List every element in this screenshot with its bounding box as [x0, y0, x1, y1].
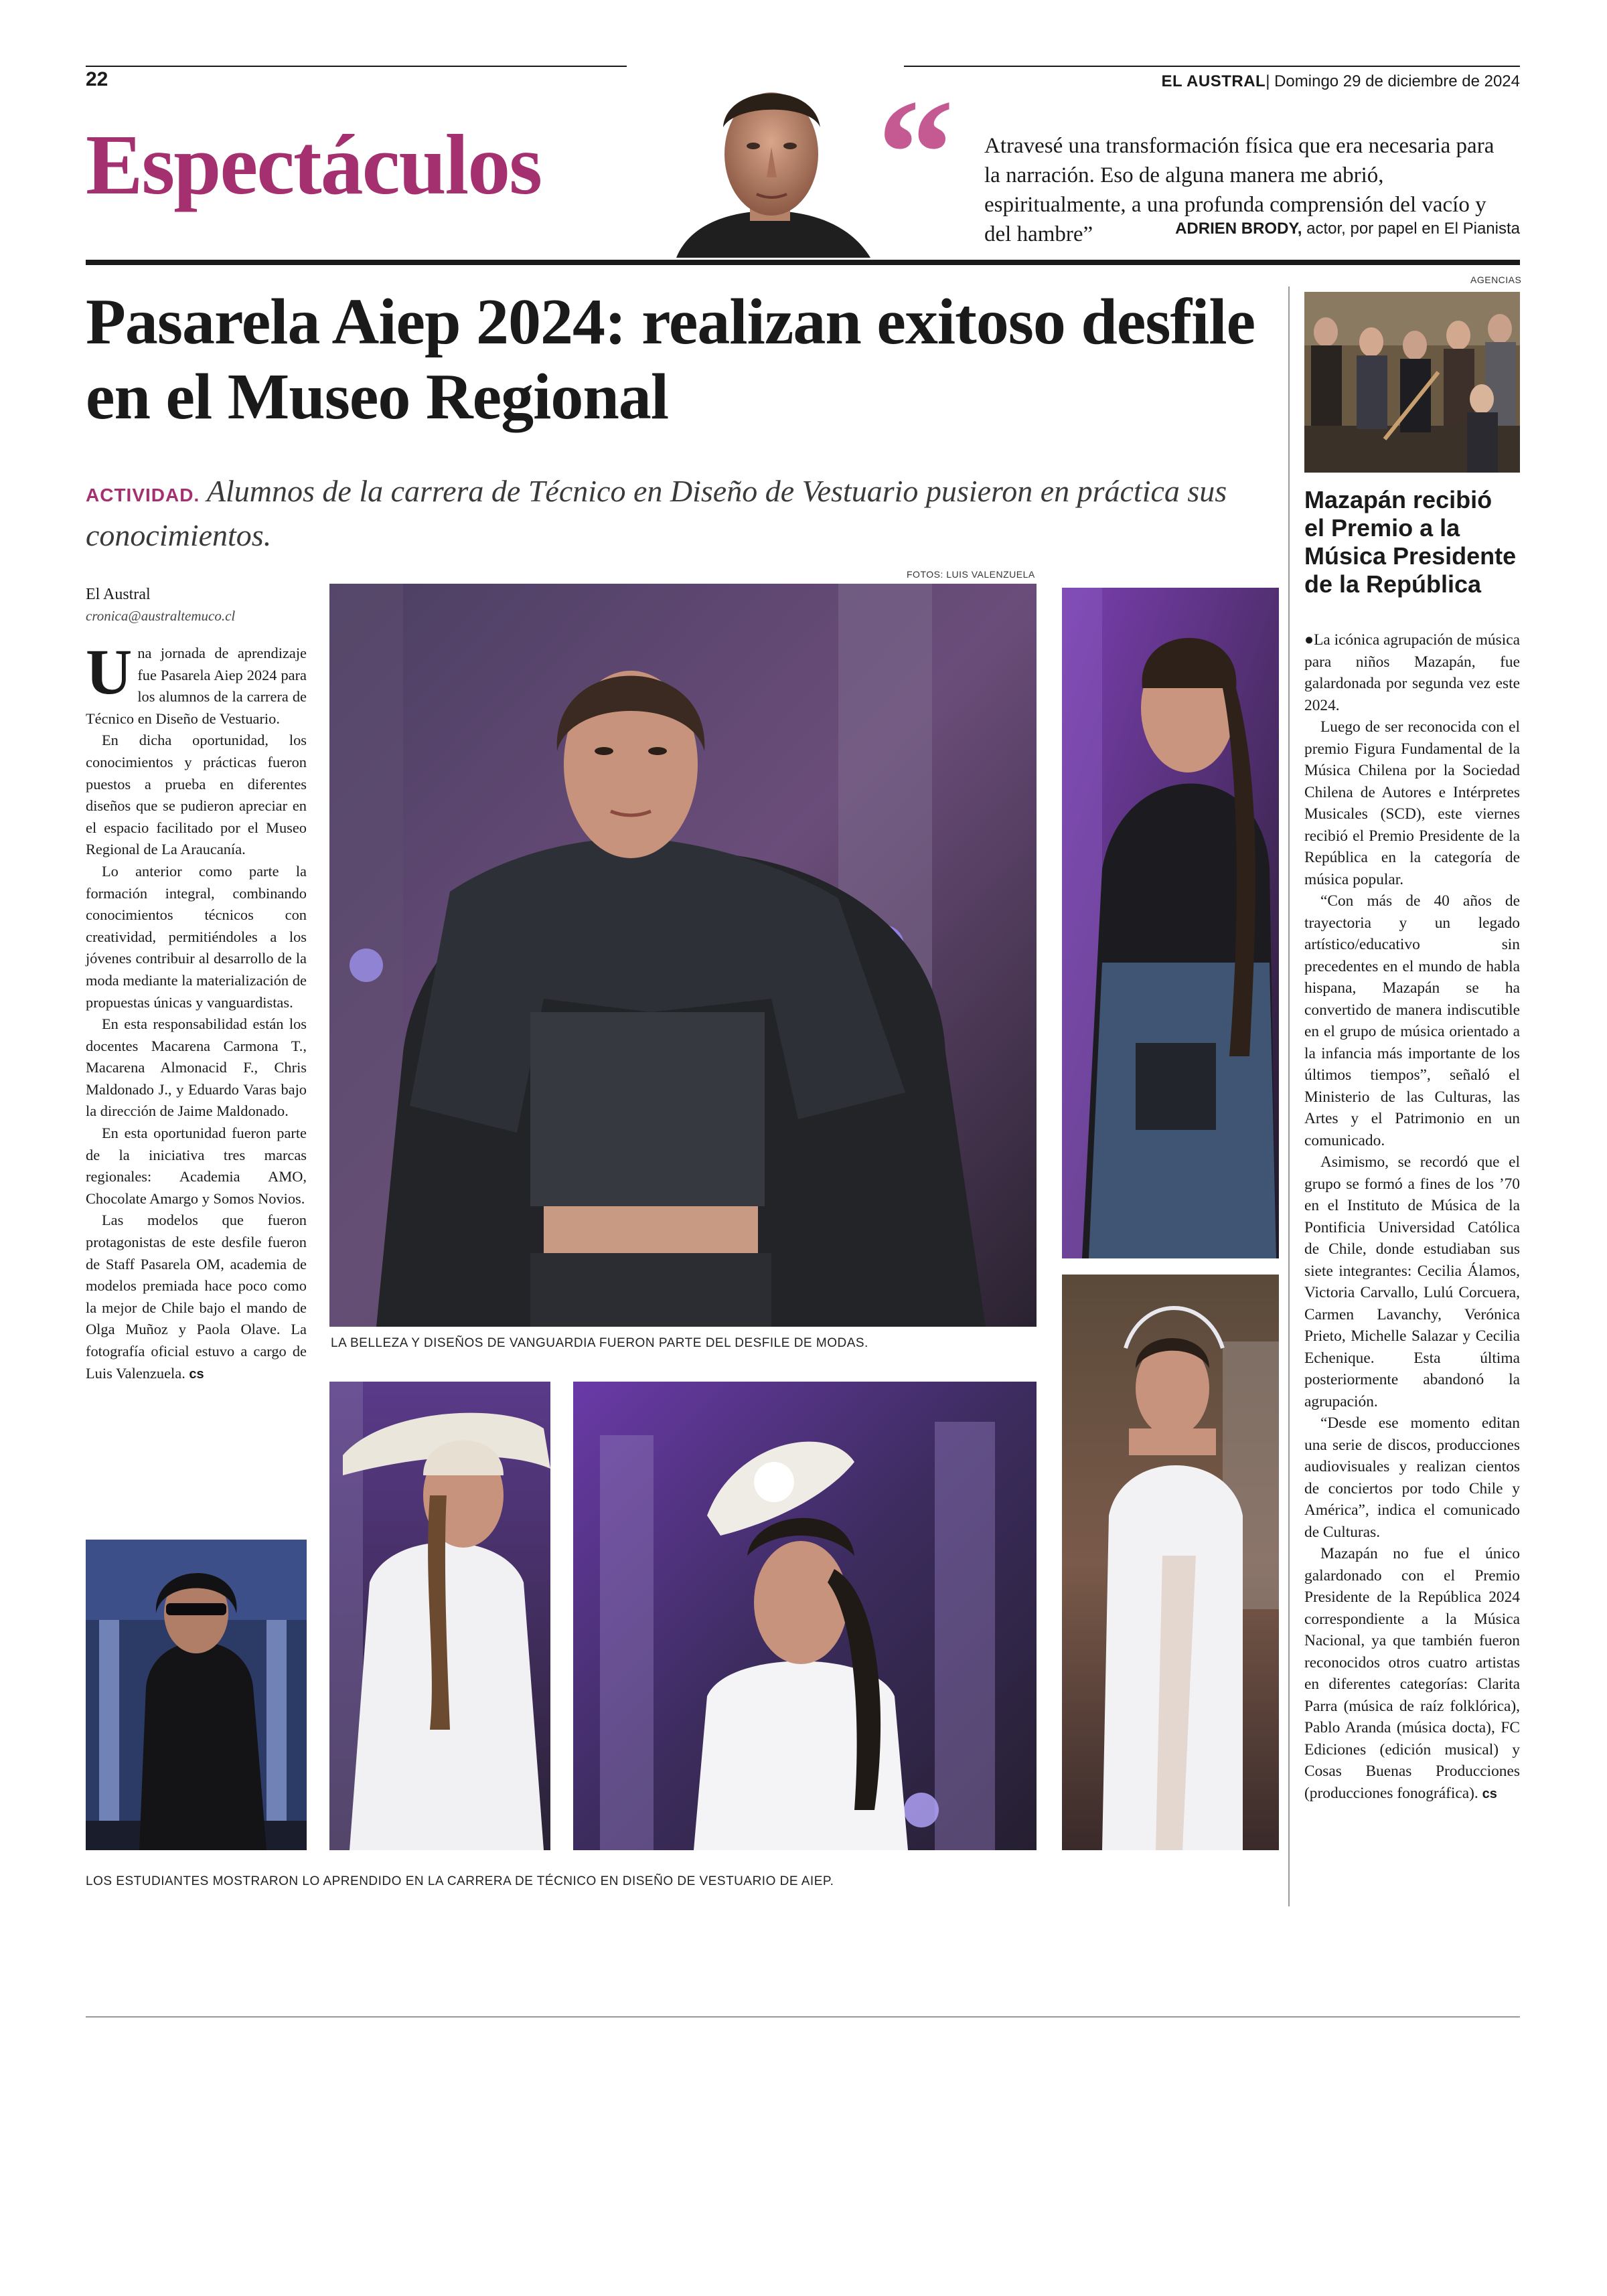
byline-author: El Austral: [86, 586, 151, 603]
sidebar-end-mark: cs: [1482, 1786, 1497, 1801]
header-rule-right: [904, 66, 1520, 67]
header-paper: [1162, 72, 1520, 91]
photo-model-hood: [86, 1540, 307, 1850]
sidebar-paragraph-3: “Con más de 40 años de trayectoria y un legado artístico/educativo sin precedentes en el mundo de habla hispana, Mazapán se ha convertido de manera indiscutible en el grupo de música orientado a la infancia más importante de los últimos tiempos”, señaló el Ministerio de las Culturas, las Artes y el Patrimonio en un comunicado.: [1304, 892, 1520, 1149]
end-mark: cs: [189, 1366, 204, 1382]
article-kicker: [86, 471, 1264, 556]
paragraph-1: Una jornada de aprendizaje fue Pasarela Aiep 2024 para los alumnos de la carrera de Técnico en Diseño de Vestuario.: [86, 636, 307, 727]
photo-model-hat: [329, 1382, 550, 1850]
kicker-text: Alumnos de la carrera de Técnico en Diseño de Vestuario pusieron en práctica sus conocimientos.: [86, 474, 1227, 552]
header-rule-left: [86, 66, 627, 67]
byline-email: cronica@australtemuco.cl: [86, 608, 236, 624]
sidebar-paragraph-6: Mazapán no fue el único galardonado con el Premio Presidente de la República 2024 correspondiente a la Música Nacional, ya que también fueron reconocidos otros cuatro artistas en diferentes categorías: Clarita Parra (música de raíz folklórica), Pablo Aranda (música docta), FC Ediciones (edición musical) y Cosas Buenas Producciones (producciones fonográfica). cs: [1304, 1545, 1520, 1802]
quote-author-name: ADRIEN BRODY,: [1175, 220, 1302, 238]
sidebar-paragraph-4: Asimismo, se recordó que el grupo se formó a fines de los ’70 en el Instituto de Música de la Pontificia Universidad Católica de Chile, donde estudiaban sus siete integrantes: Cecilia Álamos, Victoria Carvallo, Lulú Corcuera, Carmen Lavanchy, Verónica Prieto, Michelle Salazar y Cecilia Echenique. Esta última posteriormente abandonó la agrupación.: [1304, 1153, 1520, 1410]
page-number: 22: [86, 68, 108, 90]
sidebar-photo-group: [1304, 292, 1520, 473]
sidebar-title: Mazapán recibió el Premio a la Música Presidente de la República: [1304, 486, 1517, 598]
paragraph-2: En dicha oportunidad, los conocimientos y prácticas fueron puestos a prueba en diferentes diseños que se pudieron apreciar en el espacio facilitado por el Museo Regional de La Araucanía.: [86, 732, 307, 858]
article-headline: Pasarela Aiep 2024: realizan exitoso desfile en el Museo Regional: [86, 286, 1255, 433]
photo-model-white-dress: [1062, 1275, 1279, 1850]
sidebar-body: [1304, 629, 1520, 1805]
photo-model-fascinator: [573, 1382, 1037, 1850]
quote-portrait: [649, 67, 891, 258]
paper-name: EL AUSTRAL: [1161, 72, 1266, 90]
header-bottom-rule: [86, 260, 1520, 265]
byline: [86, 584, 235, 627]
sidebar-photo-credit: AGENCIAS: [1470, 274, 1522, 285]
paragraph-4: En esta responsabilidad están los docentes Macarena Carmona T., Macarena Almonacid F., Chris Maldonado J., y Eduardo Varas bajo la dirección de Jaime Maldonado.: [86, 1015, 307, 1120]
photo-credit: FOTOS: LUIS VALENZUELA: [907, 569, 1035, 580]
footer-rule: [86, 2016, 1520, 2018]
drop-cap: U: [86, 636, 133, 708]
paragraph-3: Lo anterior como parte la formación integral, combinando conocimientos técnicos con creatividad, permitiéndoles a los jóvenes contribuir al desarrollo de la moda mediante la materialización de propuestas únicas y vanguardistas.: [86, 862, 307, 1011]
issue-date: | Domingo 29 de diciembre de 2024: [1266, 72, 1520, 90]
paragraph-6: Las modelos que fueron protagonistas de este desfile fueron de Staff Pasarela OM, academia de modelos premiada hace poco como la mejor de Chile bajo el mando de Olga Muñoz y Paola Olave. La fotografía oficial estuvo a cargo de Luis Valenzuela. cs: [86, 1212, 307, 1382]
caption-bottom: LOS ESTUDIANTES MOSTRARON LO APRENDIDO EN LA CARRERA DE TÉCNICO EN DISEÑO DE VESTUARIO DE AIEP.: [86, 1874, 834, 1888]
photo-model-black-top: [1062, 588, 1279, 1258]
photo-model-denim: [329, 584, 1037, 1327]
sidebar-divider: [1288, 286, 1290, 1906]
quote-text: Atravesé una transformación física que era necesaria para la narración. Eso de alguna manera me abrió, espiritualmente, a una profunda comprensión del vacío y del hambre”: [984, 134, 1495, 246]
caption-top: LA BELLEZA Y DISEÑOS DE VANGUARDIA FUERON PARTE DEL DESFILE DE MODAS.: [331, 1336, 868, 1350]
paragraph-5: En esta oportunidad fueron parte de la iniciativa tres marcas regionales: Academia AMO, Chocolate Amargo y Somos Novios.: [86, 1125, 307, 1207]
quote-mark: “: [877, 68, 954, 238]
sidebar-paragraph-5: “Desde ese momento editan una serie de discos, producciones audiovisuales y realizan cientos de conciertos por todo Chile y América”, indica el comunicado de Culturas.: [1304, 1414, 1520, 1541]
kicker-label: ACTIVIDAD.: [86, 485, 200, 505]
bullet-icon: ●: [1304, 631, 1314, 649]
quote-author-role: actor, por papel en El Pianista: [1302, 220, 1520, 238]
quote-author: [1175, 220, 1520, 238]
sidebar-paragraph-1: ●La icónica agrupación de música para niños Mazapán, fue galardonada por segunda vez este 2024.: [1304, 631, 1520, 714]
article-body: [86, 636, 307, 1385]
sidebar-paragraph-2: Luego de ser reconocida con el premio Figura Fundamental de la Música Chilena por la Sociedad Chilena de Autores e Intérpretes Musicales (SCD), este viernes recibió el Premio Presidente de la República en la categoría de música popular.: [1304, 718, 1520, 888]
section-title: Espectáculos: [86, 117, 541, 212]
